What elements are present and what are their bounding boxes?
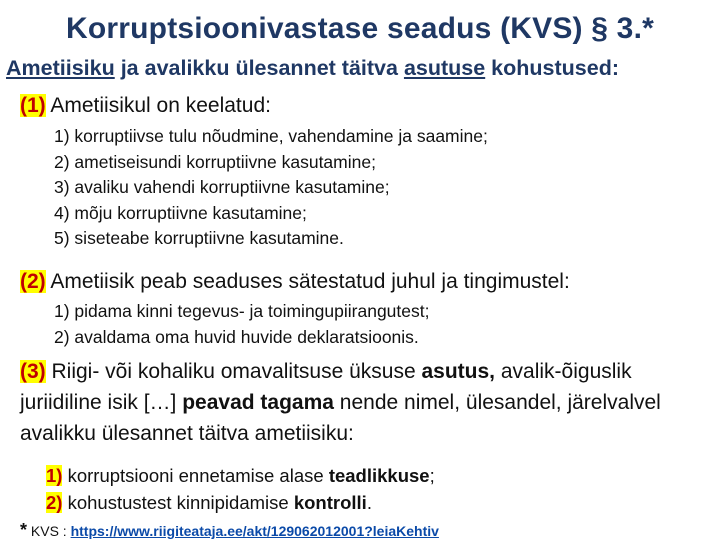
list-item xyxy=(54,124,488,150)
section-3-number: (3) xyxy=(20,360,46,383)
item-text: pidama kinni tegevus- ja toimingupiirangutest; xyxy=(69,301,430,321)
list-item xyxy=(54,325,429,351)
section-2-list xyxy=(54,299,429,350)
item-text: mõju korruptiivne kasutamine; xyxy=(69,202,307,223)
item-number: 2) xyxy=(54,326,70,347)
list-item xyxy=(54,201,488,227)
list-item xyxy=(54,175,488,201)
source-link[interactable]: https://www.riigiteataja.ee/akt/129062012001?leiaKehtiv xyxy=(70,523,439,539)
item-bold: teadlikkuse xyxy=(328,465,430,486)
item-number: 4) xyxy=(54,202,70,223)
footer-label: KVS : xyxy=(27,523,71,539)
list-item xyxy=(54,299,429,325)
section-3-list xyxy=(46,462,435,516)
list-item xyxy=(46,489,435,516)
item-number: 1) xyxy=(46,465,63,486)
item-end: . xyxy=(366,492,372,513)
item-number: 1) xyxy=(54,301,70,321)
section-1-heading xyxy=(20,94,271,118)
section-2-number: (2) xyxy=(20,270,46,293)
section-3-part3: nende nimel, ülesandel, järelvalvel avalikku ülesannet täitva ametiisiku: xyxy=(20,391,661,445)
item-text: ametiseisundi korruptiivne kasutamine; xyxy=(69,151,376,172)
footer-source xyxy=(20,520,439,541)
footnote-star: * xyxy=(20,520,28,540)
section-3-part2: avalik-õiguslik juriidiline isik […] xyxy=(20,360,632,414)
item-number: 5) xyxy=(54,228,70,248)
item-number: 2) xyxy=(46,492,63,513)
subtitle-word-ametiisiku: Ametiisiku xyxy=(6,56,115,80)
item-text: korruptiivse tulu nõudmine, vahendamine ja saamine; xyxy=(69,126,488,146)
list-item xyxy=(54,226,488,252)
section-1-number: (1) xyxy=(20,94,46,117)
list-item xyxy=(54,150,488,176)
section-3-bold-peavad-tagama: peavad tagama xyxy=(182,391,334,414)
section-1-text: Ametiisikul on keelatud: xyxy=(45,94,271,117)
item-text: kohustustest kinnipidamise xyxy=(62,492,294,513)
item-number: 2) xyxy=(54,151,70,172)
section-3-bold-asutus: asutus, xyxy=(421,360,496,383)
section-3-part1: Riigi- või kohaliku omavalitsuse üksuse xyxy=(45,360,422,383)
slide-subtitle xyxy=(6,56,720,81)
subtitle-middle: ja avalikku ülesannet täitva xyxy=(114,56,404,80)
item-text: avaliku vahendi korruptiivne kasutamine; xyxy=(69,177,390,197)
section-2-heading xyxy=(20,270,570,294)
subtitle-end: kohustused: xyxy=(485,56,619,80)
section-3-paragraph xyxy=(20,356,710,449)
item-bold: kontrolli xyxy=(293,492,367,513)
list-item xyxy=(46,462,435,489)
slide-title: Korruptsioonivastase seadus (KVS) § 3.* xyxy=(66,12,654,45)
item-text: korruptsiooni ennetamise alase xyxy=(62,465,329,486)
item-text: avaldama oma huvid huvide deklaratsioonis. xyxy=(69,326,419,347)
item-number: 1) xyxy=(54,126,70,146)
item-text: siseteabe korruptiivne kasutamine. xyxy=(69,228,344,248)
section-1-list xyxy=(54,124,488,252)
section-2-text: Ametiisik peab seaduses sätestatud juhul ja tingimustel: xyxy=(45,270,570,293)
subtitle-word-asutuse: asutuse xyxy=(403,56,486,80)
item-number: 3) xyxy=(54,177,70,197)
item-end: ; xyxy=(429,465,435,486)
